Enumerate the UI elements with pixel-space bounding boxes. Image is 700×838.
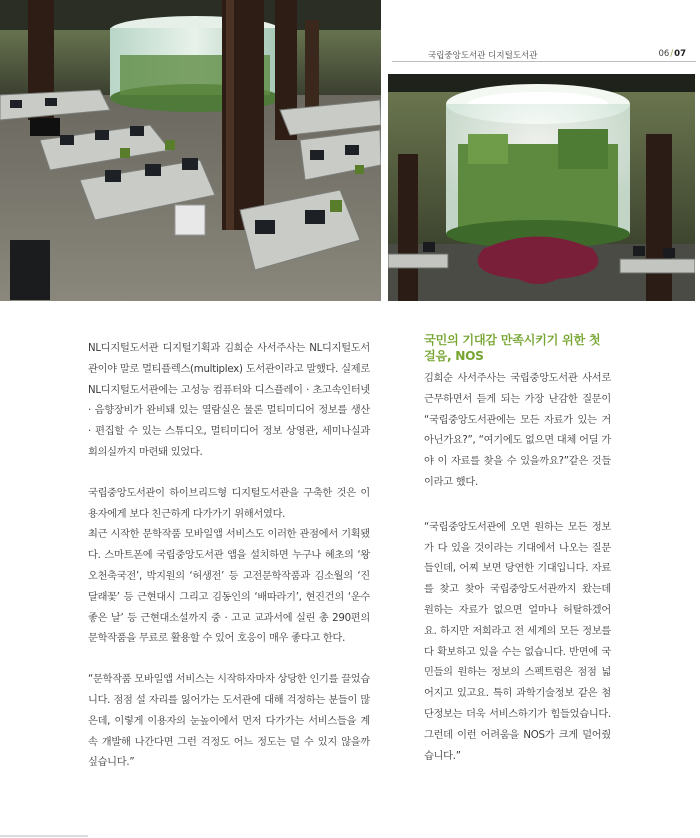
library-photo-icon xyxy=(0,0,381,301)
body-paragraph: 김희순 사서주사는 국립중앙도서관 사서로 근무하면서 듣게 되는 가장 난감한 질문이 “국립중앙도서관에는 모든 자료가 있는 거 아닌가요?”, “여기에도 없으면 대체 어딜 가야 이 자료를 찾을 수 있을까요?”같은 것들이라고 했다. xyxy=(424,373,611,488)
left-text-column xyxy=(88,339,370,774)
body-paragraph: 최근 시작한 문학작품 모바일앱 서비스도 이러한 관점에서 기획됐다. 스마트폰에 국립중앙도서관 앱을 설치하면 누구나 혜초의 ‘왕오천축국전’, 박지원의 ‘허생전’ 등 고전문학작품과 김소월의 ‘진달래꽃’ 등 근현대시 그리고 김동인의 ‘배따라기’, 현진건의 ‘운수좋은 날’ 등 근현대소설까지 중 · 고교 교과서에 실린 총 290편의 문학작품을 무료로 활용할 수 있어 호응이 매우 좋다고 한다. xyxy=(88,529,370,645)
page-separator: / xyxy=(670,49,674,59)
footer-rule xyxy=(0,835,88,837)
body-paragraph: “문학작품 모바일앱 서비스는 시작하자마자 상당한 인기를 끌었습니다. 점점 설 자리를 잃어가는 도서관에 대해 걱정하는 분들이 많은데, 이렇게 이용자의 눈높이에서 먼저 다가가는 서비스들을 계속 개발해 나간다면 그런 걱정도 어느 정도는 덜 수 있지 않을까 싶습니다.” xyxy=(88,674,370,769)
library-photo-reading-room xyxy=(0,0,381,301)
running-header xyxy=(392,41,696,62)
library-photo-icon xyxy=(388,74,695,301)
page-numbers xyxy=(658,49,686,59)
library-photo-glass-garden xyxy=(388,74,695,301)
page-number-left: 06 xyxy=(658,49,670,59)
body-paragraph: “국립중앙도서관에 오면 원하는 모든 정보가 다 있을 것이라는 기대에서 나오는 질문들인데, 어찌 보면 당연한 기대입니다. 자료를 찾고 찾아 국립중앙도서관까지 왔는데 원하는 자료가 없으면 얼마나 허탈하겠어요. 하지만 저희라고 전 세계의 모든 정보를 다 확보하고 있을 수는 없습니다. 반면에 국민들의 원하는 정보의 스펙트럼은 점점 넓어지고 있고요. 특히 과학기술정보 같은 첨단정보는 더욱 서비스하기가 힘들었습니다. 그런데 이런 어려움을 NOS가 크게 덜어줬습니다.” xyxy=(424,521,611,762)
section-heading: 국민의 기대감 만족시키기 위한 첫걸음, NOS xyxy=(424,333,601,363)
right-text-column xyxy=(424,332,611,767)
body-paragraph: 국립중앙도서관이 하이브리드형 디지털도서관을 구축한 것은 이용자에게 보다 친근하게 다가가기 위해서였다. xyxy=(88,487,370,520)
body-paragraph: NL디지털도서관 디지털기획과 김희순 사서주사는 NL디지털도서관이야 말로 멀티플렉스(multiplex) 도서관이라고 말했다. 실제로 NL디지털도서관에는 고성능 컴퓨터와 디스플레이 · 초고속인터넷 · 음향장비가 완비돼 있는 열람실은 물론 멀티미디어 정보를 생산 · 편집할 수 있는 스튜디오, 멀티미디어 정보 상영관, 세미나실과 회의실까지 마련돼 있었다. xyxy=(88,343,370,458)
header-section-title: 국립중앙도서관 디지털도서관 xyxy=(428,51,538,61)
page-number-right: 07 xyxy=(674,49,686,59)
